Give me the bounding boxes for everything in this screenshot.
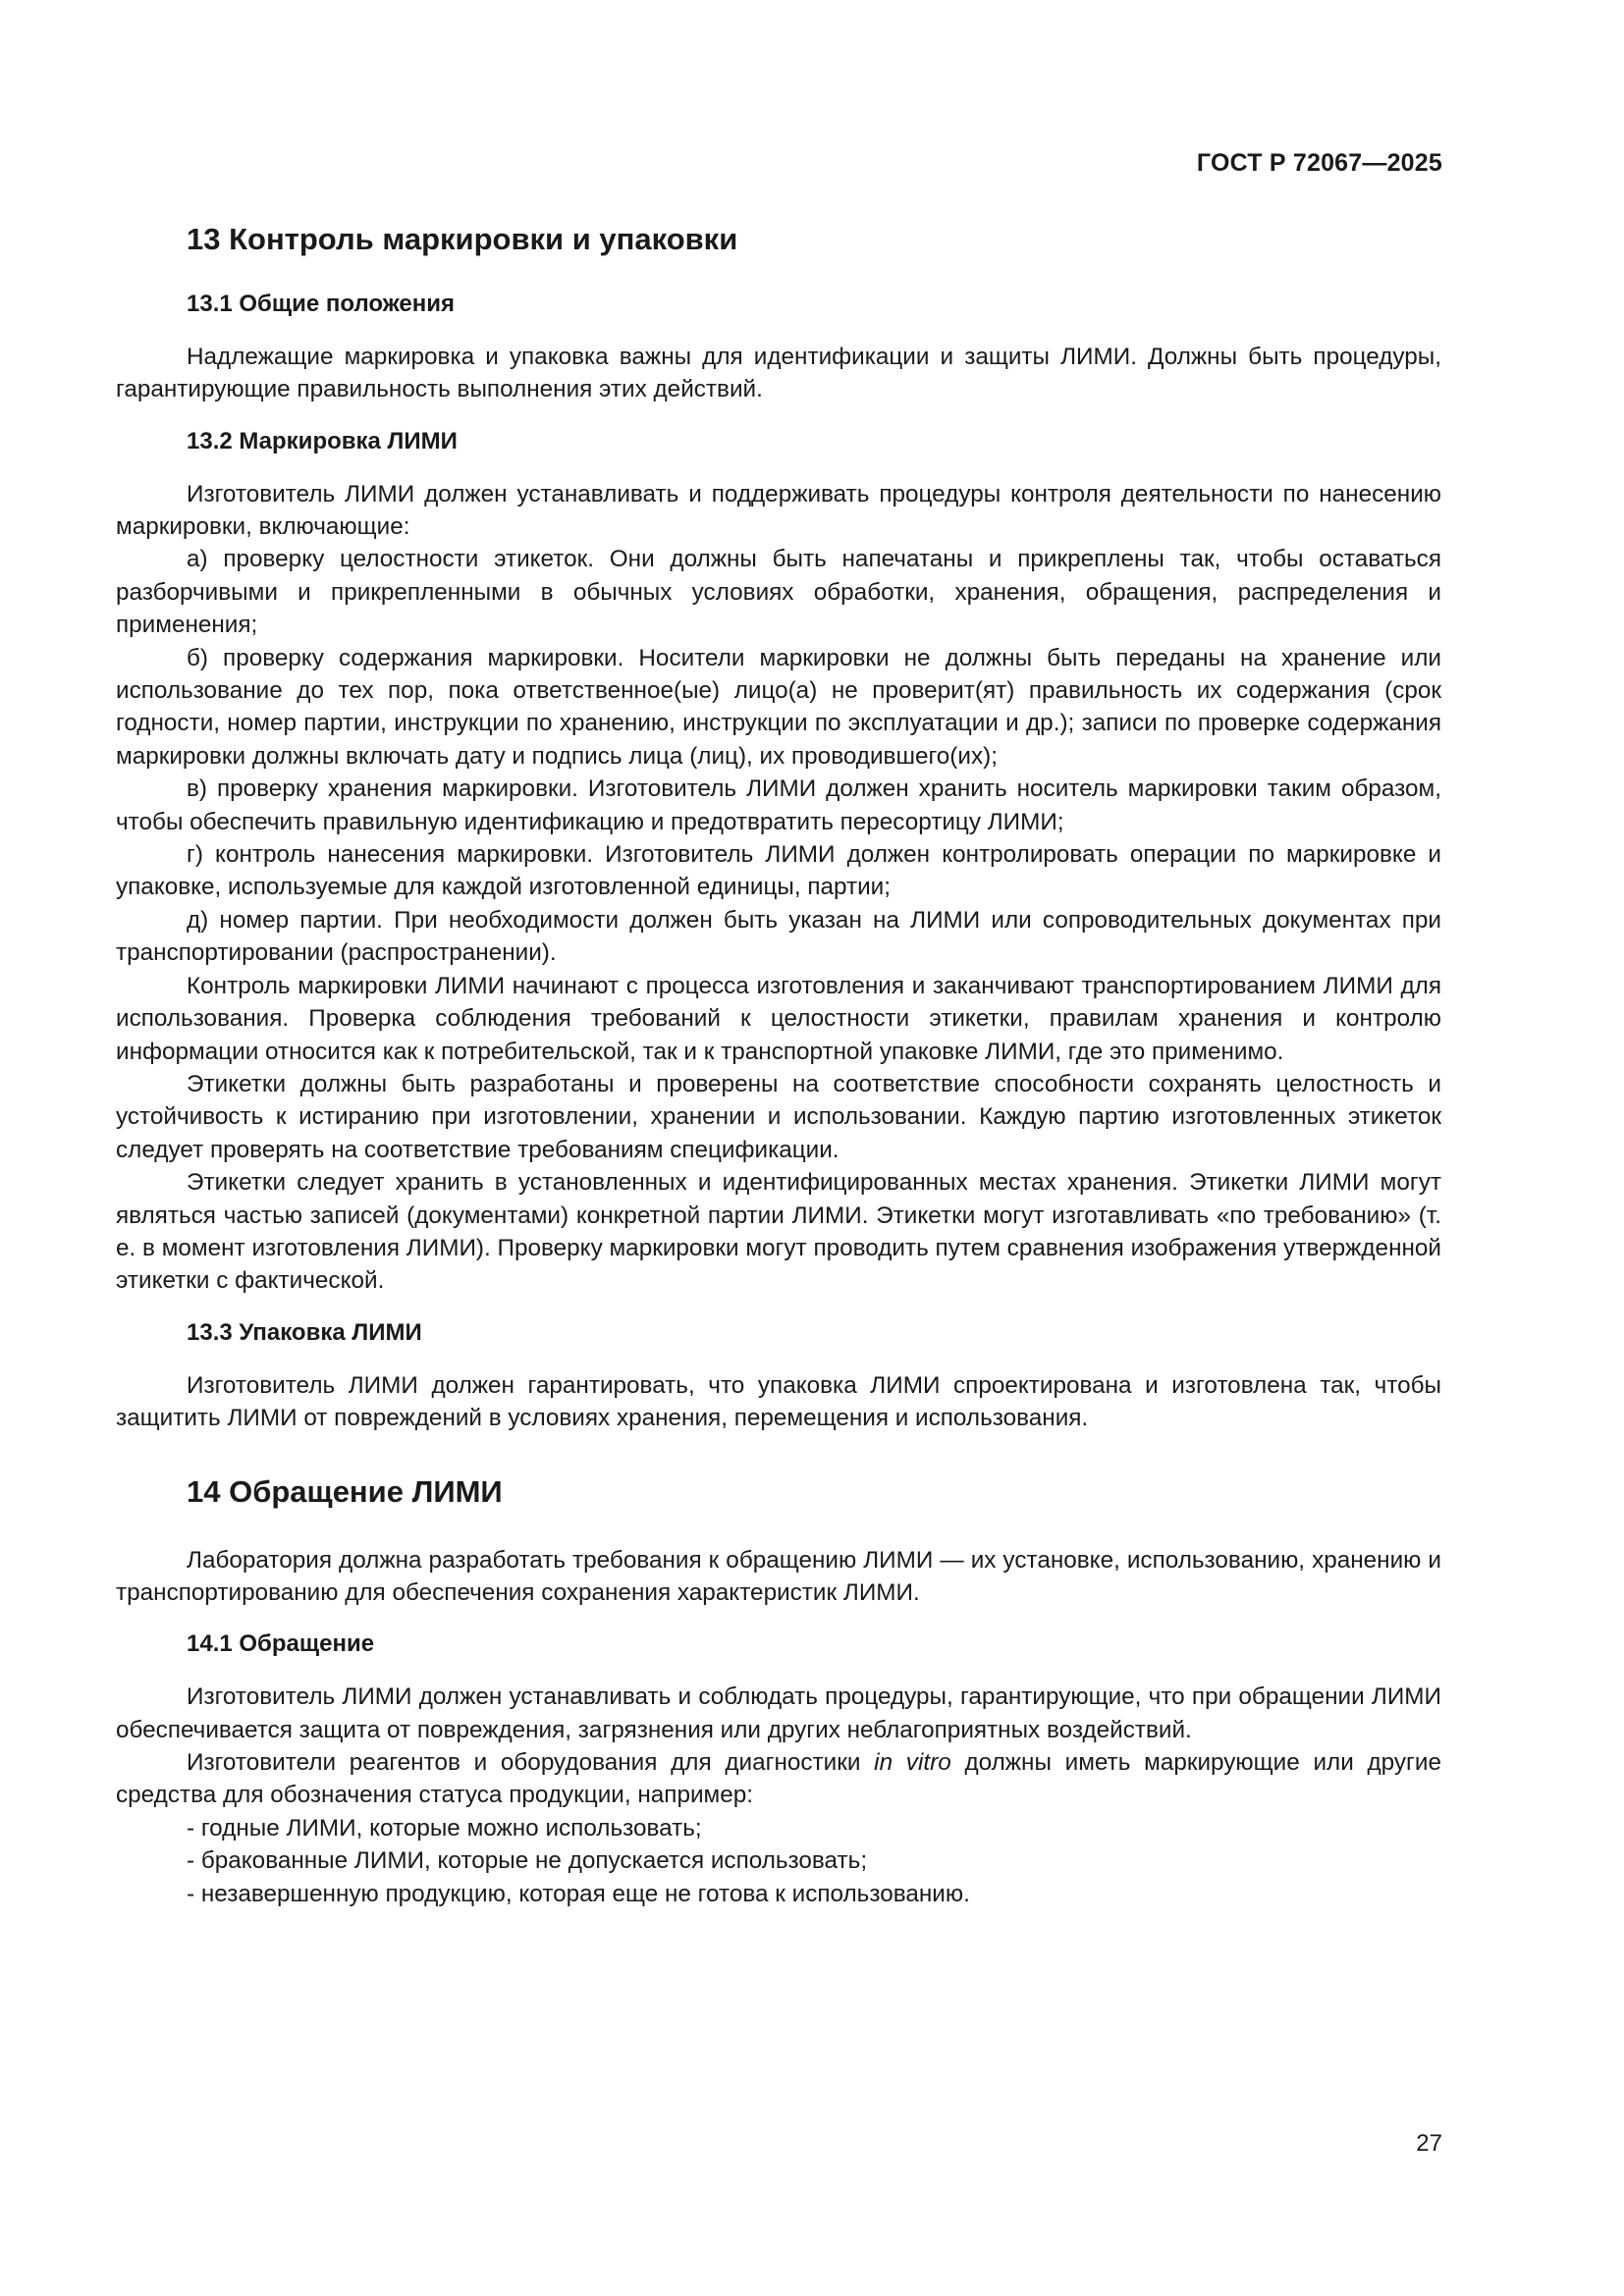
dash-list-item: - незавершенную продукцию, которая еще не готова к использованию. <box>187 1880 970 1907</box>
italic-term: in vitro <box>874 1748 951 1776</box>
paragraph: Изготовитель ЛИМИ должен устанавливать и соблюдать процедуры, гарантирующие, что при обращении ЛИМИ обеспечивается защита от повреждения, загрязнения или других неблагоприятных воздействий. <box>116 1683 1441 1743</box>
section-13-heading: 13 Контроль маркировки и упаковки <box>187 222 738 256</box>
paragraph: Контроль маркировки ЛИМИ начинают с процесса изготовления и заканчивают транспортированием ЛИМИ для использования. Проверка соблюдения требований к целостности этикетки, правилам хранения и контролю информации относится как к потребительской, так и к транспортной упаковке ЛИМИ, где это применимо. <box>116 972 1441 1065</box>
dash-list-item: - годные ЛИМИ, которые можно использовать; <box>187 1814 702 1842</box>
dash-list-item: - бракованные ЛИМИ, которые не допускается использовать; <box>187 1847 868 1875</box>
list-item-a: а) проверку целостности этикеток. Они должны быть напечатаны и прикреплены так, чтобы оставаться разборчивыми и прикрепленными в обычных условиях обработки, хранения, обращения, распределения и применения; <box>116 546 1441 639</box>
paragraph: Лаборатория должна разработать требования к обращению ЛИМИ — их установке, использованию, хранению и транспортированию для обеспечения сохранения характеристик ЛИМИ. <box>116 1546 1441 1606</box>
list-item-d: д) номер партии. При необходимости должен быть указан на ЛИМИ или сопроводительных документах при транспортировании (распространении). <box>116 906 1441 967</box>
list-item-g: г) контроль нанесения маркировки. Изготовитель ЛИМИ должен контролировать операции по маркировке и упаковке, используемые для каждой изготовленной единицы, партии; <box>116 841 1441 901</box>
standard-number-header: ГОСТ Р 72067—2025 <box>1196 149 1442 177</box>
section-13-1-heading: 13.1 Общие положения <box>187 291 456 318</box>
paragraph-in-vitro <box>116 1746 1441 1812</box>
paragraph: Надлежащие маркировка и упаковка важны для идентификации и защиты ЛИМИ. Должны быть процедуры, гарантирующие правильность выполнения этих действий. <box>116 343 1441 403</box>
page-content <box>116 221 1441 1910</box>
paragraph: Этикетки должны быть разработаны и проверены на соответствие способности сохранять целостность и устойчивость к истиранию при изготовлении, хранении и использовании. Каждую партию изготовленных этикеток следует проверять на соответствие требованиям спецификации. <box>116 1070 1441 1163</box>
paragraph: Изготовитель ЛИМИ должен гарантировать, что упаковка ЛИМИ спроектирована и изготовлена так, чтобы защитить ЛИМИ от повреждений в условиях хранения, перемещения и использования. <box>116 1371 1441 1431</box>
list-item-b: б) проверку содержания маркировки. Носители маркировки не должны быть переданы на хранение или использование до тех пор, пока ответственное(ые) лицо(а) не проверит(ят) правильность их содержания (срок годности, номер партии, инструкции по хранению, инструкции по эксплуатации и др.); записи по проверке содержания маркировки должны включать дату и подпись лица (лиц), их проводившего(их); <box>116 644 1441 770</box>
text-span: Изготовители реагентов и оборудования для диагностики <box>187 1748 875 1776</box>
section-14-heading: 14 Обращение ЛИМИ <box>187 1474 503 1510</box>
paragraph: Изготовитель ЛИМИ должен устанавливать и поддерживать процедуры контроля деятельности по нанесению маркировки, включающие: <box>116 480 1441 540</box>
paragraph: Этикетки следует хранить в установленных и идентифицированных местах хранения. Этикетки ЛИМИ могут являться частью записей (документами) конкретной партии ЛИМИ. Этикетки могут изготавливать «по требованию» (т. е. в момент изготовления ЛИМИ). Проверку маркировки могут проводить путем сравнения изображения утвержденной этикетки с фактической. <box>116 1169 1441 1295</box>
section-14-1-heading: 14.1 Обращение <box>187 1630 375 1658</box>
list-item-v: в) проверку хранения маркировки. Изготовитель ЛИМИ должен хранить носитель маркировки таким образом, чтобы обеспечить правильную идентификацию и предотвратить пересортицу ЛИМИ; <box>116 775 1441 835</box>
page-number: 27 <box>1416 2130 1442 2157</box>
section-13-2-heading: 13.2 Маркировка ЛИМИ <box>187 427 458 454</box>
text-span: должны иметь маркирующие или другие средства для обозначения статуса продукции, например: <box>116 1748 1442 1809</box>
section-13-3-heading: 13.3 Упаковка ЛИМИ <box>187 1318 422 1346</box>
